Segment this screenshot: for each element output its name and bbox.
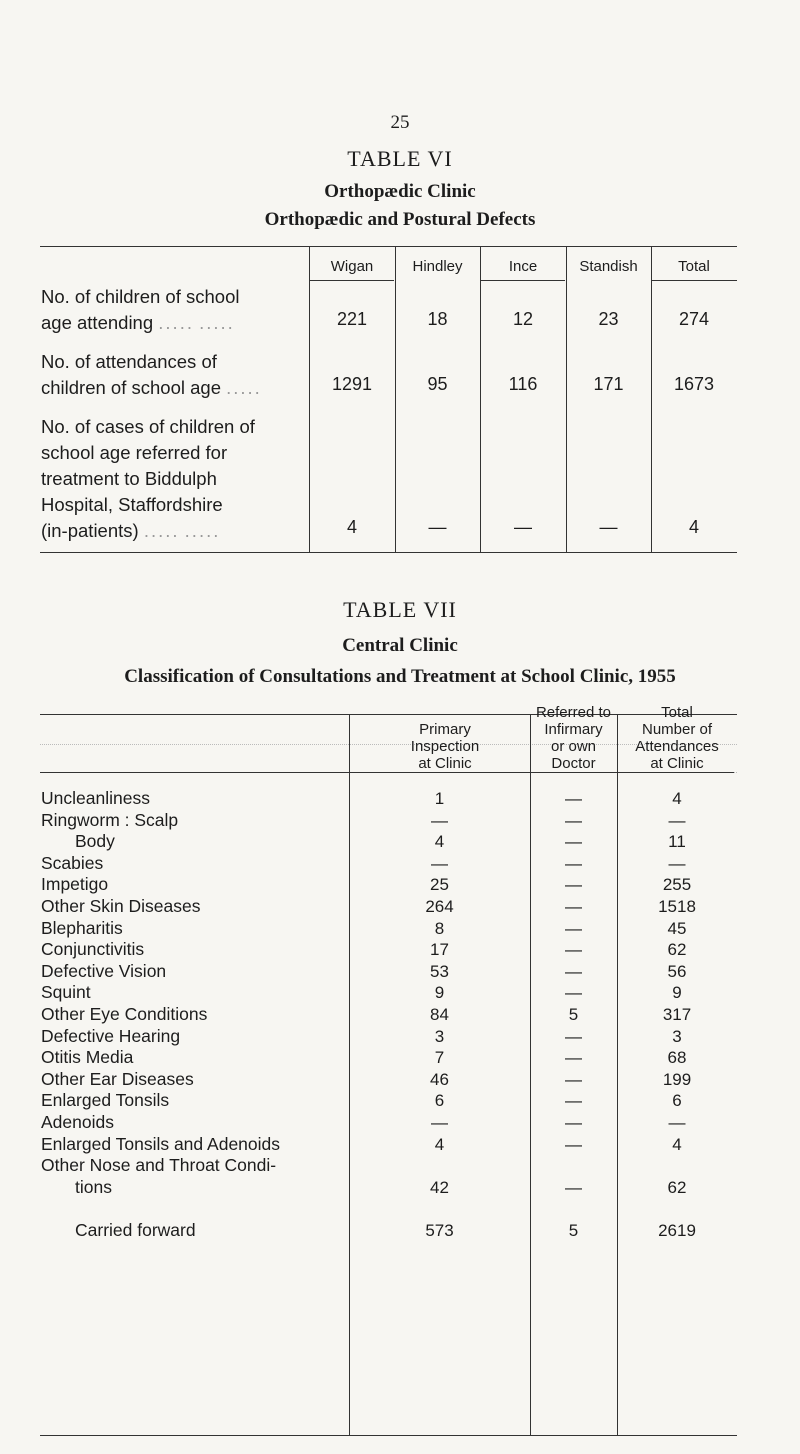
table7-row-label: Squint (41, 982, 91, 1003)
table6-col-rule (480, 246, 481, 552)
table7-cell: 6 (672, 1091, 682, 1111)
table7-row-label: Body (75, 831, 115, 852)
table6-col-rule (309, 246, 310, 552)
table7-cell: 56 (667, 961, 687, 981)
table7-cell: — (565, 940, 582, 960)
table7-row-label: Other Ear Diseases (41, 1068, 194, 1089)
table7-row-label: Otitis Media (41, 1047, 134, 1068)
table6-header-rule (652, 280, 737, 281)
table6-cell: — (428, 517, 447, 537)
table7-row-label: Enlarged Tonsils (41, 1090, 170, 1111)
table7-cell: — (668, 1113, 686, 1132)
table7-cell: — (565, 875, 582, 895)
table7-cell: 7 (434, 1048, 445, 1068)
table6-cell: 4 (688, 517, 699, 537)
table6-cell: 1673 (673, 374, 715, 394)
table7-cell: 255 (662, 875, 692, 895)
table7-cell: — (668, 810, 686, 830)
table7-cell: 4 (434, 1134, 445, 1154)
table7-cell: 25 (430, 875, 449, 895)
table7-row-label: Enlarged Tonsils and Adenoids (41, 1133, 281, 1154)
table6-col-header: Total (678, 258, 710, 275)
table6-col-header: Ince (508, 258, 538, 275)
table7-cell: — (565, 832, 582, 852)
table7-cell: — (565, 918, 582, 938)
table6-col-header: Wigan (330, 258, 374, 275)
table7-cell: 4 (672, 789, 682, 808)
table7-subtitle: Central Clinic (342, 635, 458, 656)
table7-cell: — (431, 853, 448, 873)
table7-title: TABLE VII (343, 597, 457, 622)
table7-cell: 84 (430, 1005, 449, 1024)
table7-cell: — (565, 1113, 582, 1132)
table7-cell: 199 (662, 1069, 692, 1089)
table7-cell: 2619 (658, 1221, 696, 1240)
table7-cell: 9 (434, 983, 445, 1003)
table7-cell: 5 (568, 1221, 579, 1240)
table7-cell: — (565, 897, 582, 916)
table6-cell: 171 (593, 374, 624, 394)
table7-col-header-referred: Referred to Infirmary or own Doctor (535, 704, 612, 772)
table7-cell: — (565, 1134, 582, 1154)
table7-cell: — (565, 1048, 582, 1068)
table7-row-label: Carried forward (75, 1220, 196, 1240)
table6-cell: 1291 (331, 374, 373, 394)
table7-cell: 42 (430, 1177, 449, 1197)
table7-cell: 5 (568, 1005, 579, 1024)
table7-cell: 11 (668, 832, 686, 852)
table6-subtitle2: Orthopædic and Postural Defects (264, 209, 536, 230)
table6-cell: 12 (512, 309, 534, 329)
table7-cell: — (668, 853, 686, 873)
table6-col-header: Hindley (412, 258, 463, 275)
table7-cell: 3 (672, 1026, 682, 1046)
table7-cell: — (565, 1177, 582, 1197)
table7-row-label: Defective Vision (41, 960, 167, 981)
table7-cell: 8 (434, 918, 445, 938)
table7-col-header-total: Total Number of Attendances at Clinic (635, 704, 719, 772)
table6-col-header: Standish (579, 258, 638, 275)
table7-cell: 62 (667, 940, 687, 960)
table7-cell: 264 (425, 897, 454, 916)
table7-cell: 4 (672, 1134, 682, 1154)
table6-subtitle: Orthopædic Clinic (324, 181, 476, 202)
table6-col-rule (651, 246, 652, 552)
table7-row-label: Defective Hearing (41, 1025, 181, 1046)
table7-cell: 317 (662, 1005, 692, 1024)
table6-row-label: No. of cases of children of school age referred for treatment to Biddulph Hospital, Staffordshire (in-patients) ..... ..... (41, 416, 255, 541)
table7-row-label: Uncleanliness (41, 788, 150, 808)
table7-cell: 45 (667, 918, 687, 938)
table6-header-rule (481, 280, 565, 281)
table6-cell: 116 (508, 374, 538, 394)
table7-cell: — (565, 961, 582, 981)
table6-cell: 274 (678, 309, 710, 329)
table7-header-rule (40, 772, 734, 773)
table7-cell: 573 (425, 1221, 454, 1240)
table7-row-label: Scabies (41, 852, 104, 873)
table7-col-header-primary: Primary Inspection at Clinic (410, 721, 480, 772)
table7-cell: — (565, 1069, 582, 1089)
table7-cell: 68 (667, 1048, 687, 1068)
table7-row-label: Impetigo (41, 874, 109, 895)
table7-cell: 1518 (658, 897, 696, 916)
table6-top-rule (40, 246, 737, 247)
page-number: 25 (390, 112, 410, 133)
table7-cell: 17 (430, 940, 449, 960)
table7-cell: 46 (430, 1069, 449, 1089)
table7-row-label: Ringworm : Scalp (41, 809, 179, 830)
table7-cell: 53 (430, 961, 449, 981)
table6-cell: 4 (346, 517, 357, 537)
table7-cell: — (565, 810, 582, 830)
table7-cell: — (565, 1091, 582, 1111)
table7-cell: 6 (434, 1091, 445, 1111)
table6-row-label: No. of attendances of children of school age ..... (41, 351, 262, 398)
table7-row-label: Other Skin Diseases (41, 896, 201, 916)
table7-row-label: Other Eye Conditions (41, 1004, 208, 1024)
table6-header-rule (310, 280, 394, 281)
table7-bottom-rule (40, 1435, 737, 1436)
table7-cell: 4 (434, 832, 445, 852)
table6-row-label: No. of children of school age attending ..... ..... (41, 286, 240, 333)
table7-subtitle2: Classification of Consultations and Treatment at School Clinic, 1955 (124, 666, 676, 687)
table7-row-label: tions (75, 1176, 112, 1197)
table7-row-label: Other Nose and Throat Condi- (41, 1155, 277, 1176)
table6-col-rule (395, 246, 396, 552)
table7-cell: — (431, 1113, 448, 1132)
table7-cell: — (565, 789, 582, 808)
table7-cell: — (565, 983, 582, 1003)
table6-cell: 18 (427, 309, 448, 329)
table7-row-label: Adenoids (41, 1112, 114, 1132)
table7-cell: — (565, 1026, 582, 1046)
table6-cell: 95 (427, 374, 448, 394)
table7-cell: 3 (434, 1026, 445, 1046)
table7-cell: 1 (434, 789, 445, 808)
table6-cell: 221 (336, 309, 368, 329)
table6-bottom-rule (40, 552, 737, 553)
table7-cell: — (565, 853, 582, 873)
table7-cell: 62 (667, 1177, 687, 1197)
table6-cell: 23 (598, 309, 619, 329)
table6-col-rule (566, 246, 567, 552)
table7-cell: 9 (672, 983, 682, 1003)
table7-row-label: Conjunctivitis (41, 939, 145, 960)
table6-cell: — (514, 517, 532, 537)
table6-title: TABLE VI (347, 146, 453, 171)
table7-row-label: Blepharitis (41, 917, 123, 938)
table7-cell: — (431, 810, 448, 830)
table6-cell: — (599, 517, 618, 537)
